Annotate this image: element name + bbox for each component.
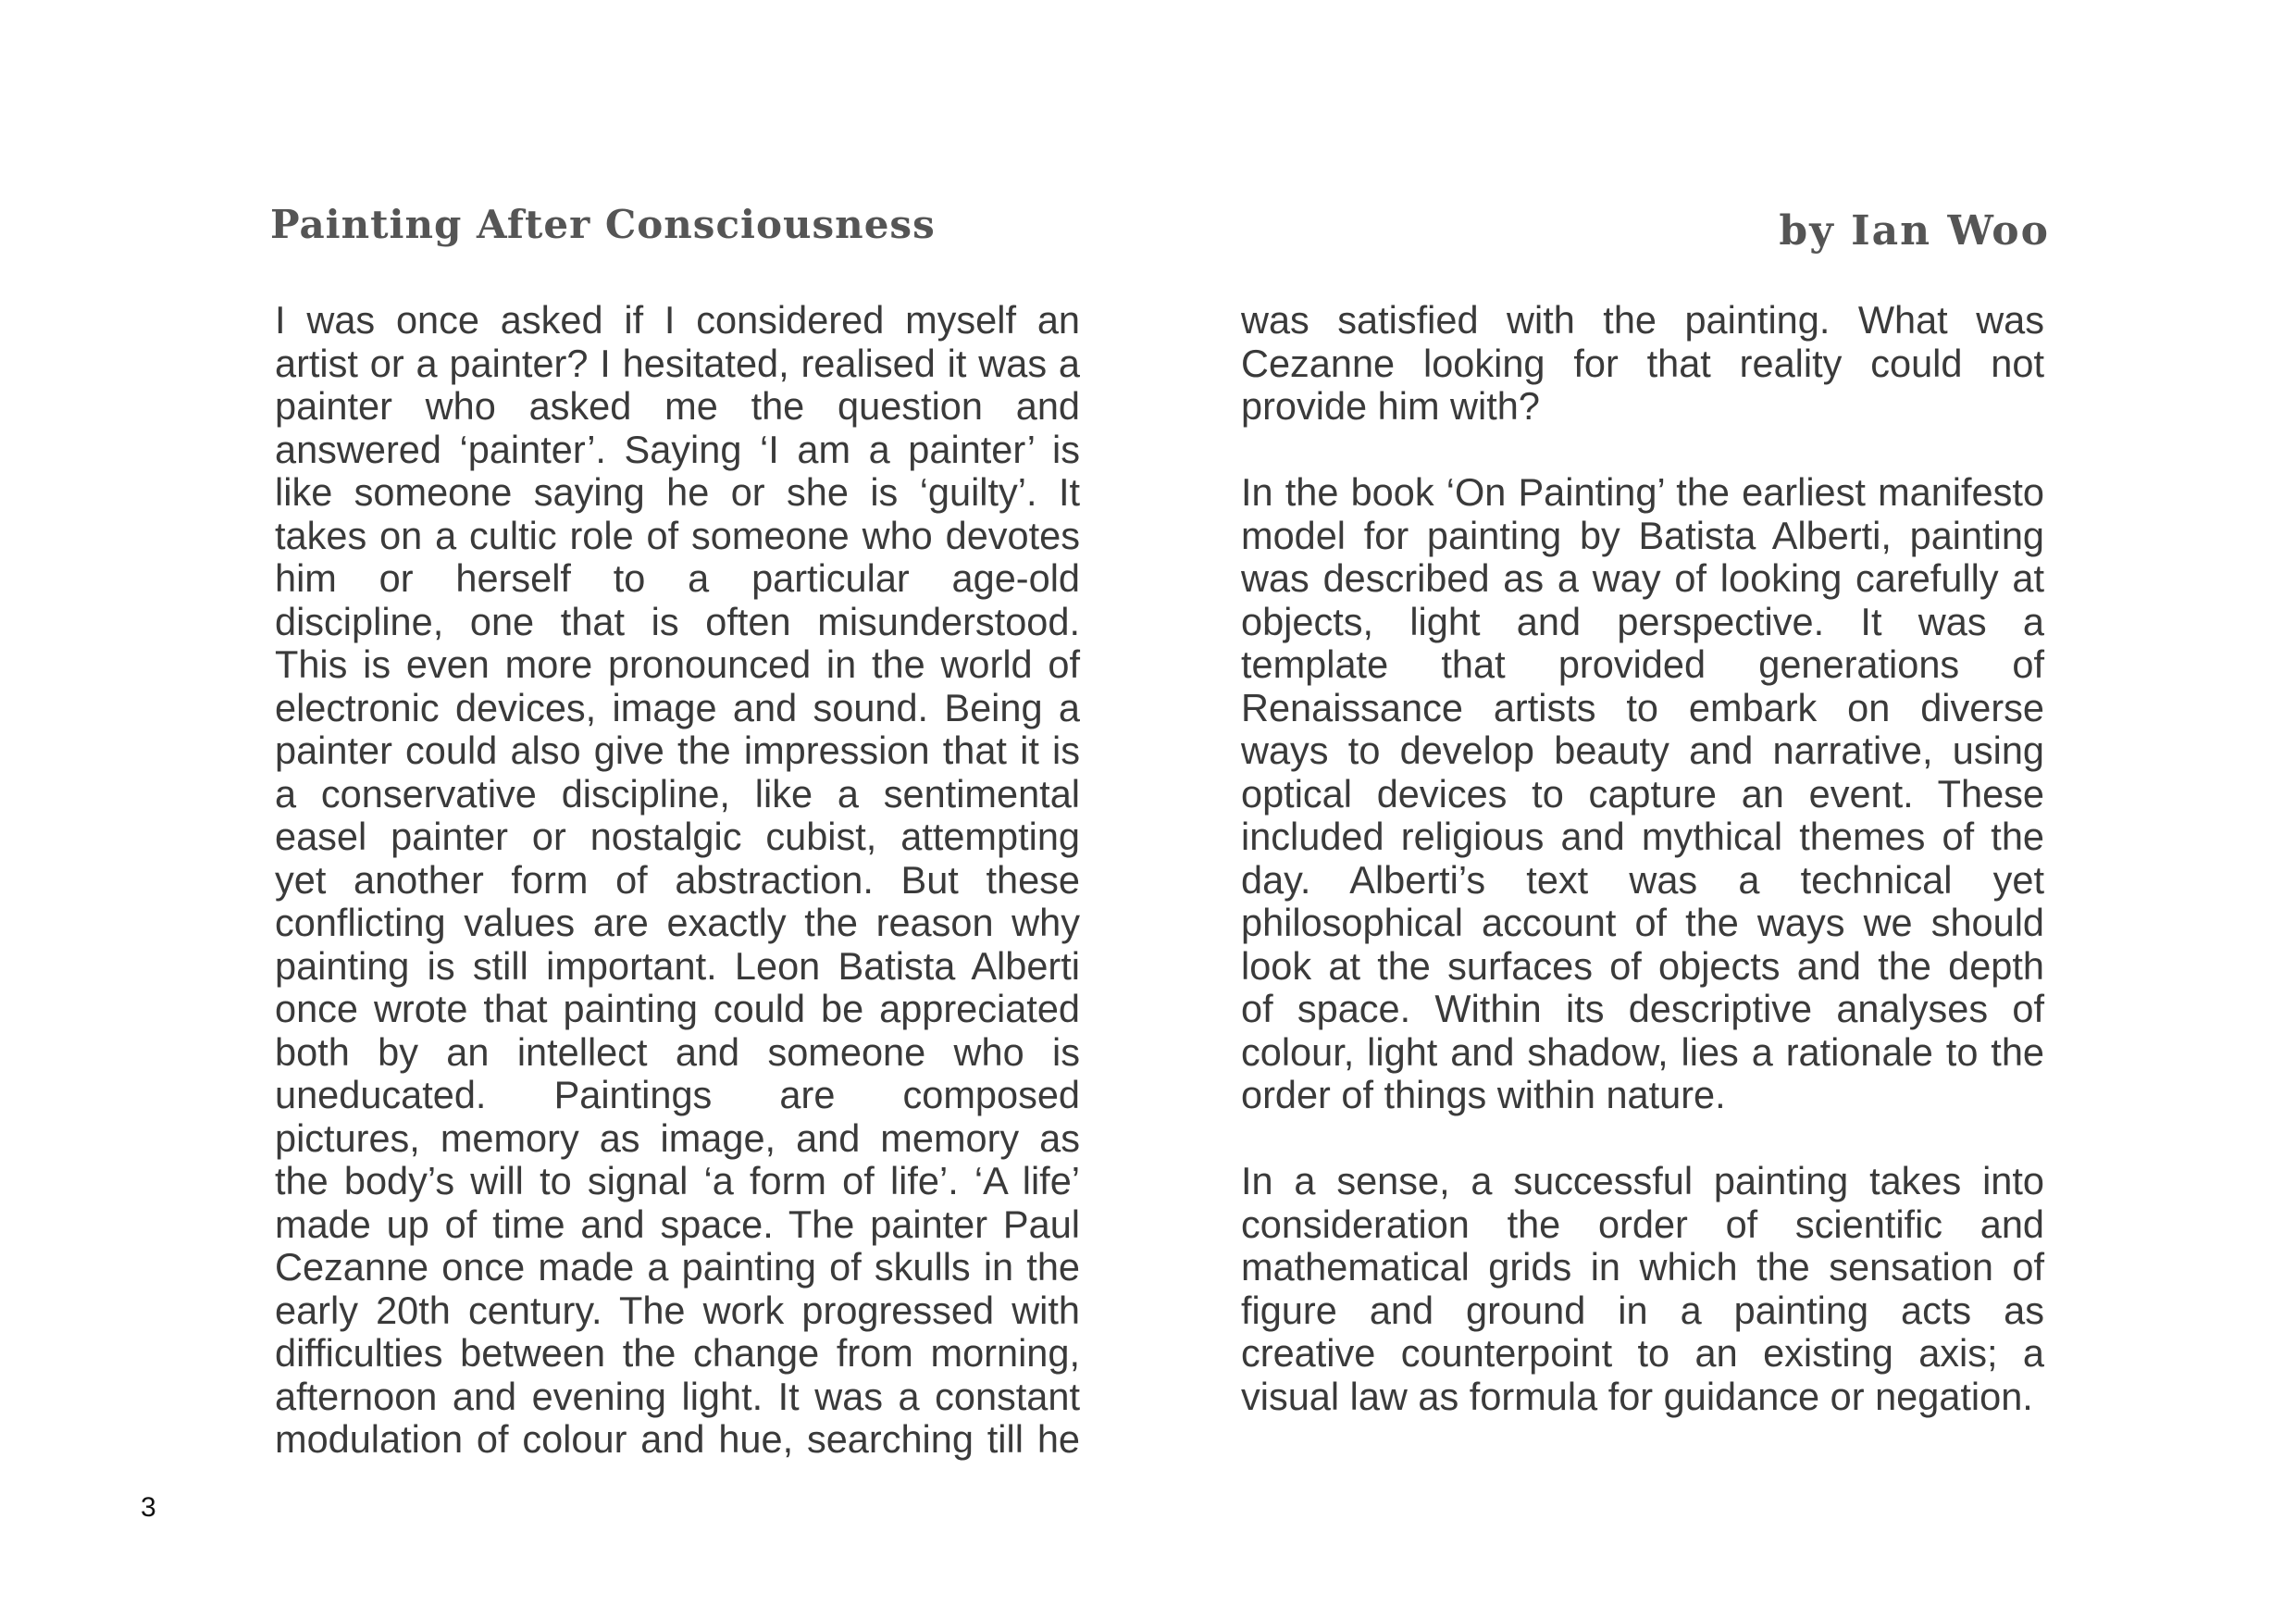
- text-line: of space. Within its descriptive analyses of: [1241, 987, 2044, 1030]
- text-line: philosophical account of the ways we should: [1241, 901, 2044, 944]
- text-line: difficulties between the change from morning,: [275, 1331, 1080, 1375]
- text-line: takes on a cultic role of someone who devotes: [275, 513, 1080, 557]
- paragraph-gap: [1241, 1117, 2044, 1161]
- text-line: once wrote that painting could be appreciated: [275, 987, 1080, 1030]
- text-line: included religious and mythical themes of the: [1241, 815, 2044, 858]
- text-line: Cezanne once made a painting of skulls in the: [275, 1245, 1080, 1289]
- text-line: order of things within nature.: [1241, 1073, 1726, 1116]
- text-line: was satisfied with the painting. What was: [1241, 298, 2044, 342]
- text-line: creative counterpoint to an existing axis; a: [1241, 1331, 2044, 1375]
- page-number: 3: [141, 1492, 156, 1523]
- text-line: modulation of colour and hue, searching till he: [275, 1417, 1080, 1461]
- text-line: discipline, one that is often misunderstood.: [275, 599, 1080, 643]
- text-line: easel painter or nostalgic cubist, attempting: [275, 815, 1080, 858]
- text-line: painting is still important. Leon Batista Alberti: [275, 943, 1080, 988]
- text-line: Cezanne looking for that reality could not: [1241, 341, 2044, 385]
- text-line: early 20th century. The work progressed with: [275, 1288, 1080, 1332]
- text-line: In the book ‘On Painting’ the earliest manifesto: [1241, 470, 2044, 514]
- right-text-column: [1241, 299, 2044, 1418]
- text-line: consideration the order of scientific and: [1241, 1202, 2044, 1246]
- text-line: This is even more pronounced in the world of: [275, 642, 1080, 686]
- text-line: Renaissance artists to embark on diverse: [1241, 685, 2044, 729]
- text-line: painter could also give the impression that it is: [275, 729, 1080, 772]
- text-line: pictures, memory as image, and memory as: [275, 1115, 1080, 1160]
- text-line: a conservative discipline, like a sentimental: [275, 771, 1080, 816]
- text-line: day. Alberti’s text was a technical yet: [1241, 857, 2044, 902]
- text-line: him or herself to a particular age-old: [275, 556, 1080, 600]
- text-line: optical devices to capture an event. These: [1241, 771, 2044, 816]
- text-line: colour, light and shadow, lies a rationale to the: [1241, 1029, 2044, 1074]
- text-line: both by an intellect and someone who is: [275, 1029, 1080, 1074]
- paragraph-gap: [1241, 429, 2044, 472]
- text-line: ways to develop beauty and narrative, using: [1241, 729, 2044, 772]
- text-line: objects, light and perspective. It was a: [1241, 599, 2044, 643]
- text-line: conflicting values are exactly the reason why: [275, 901, 1080, 944]
- text-line: uneducated. Paintings are composed: [275, 1073, 1080, 1116]
- text-line: like someone saying he or she is ‘guilty’. It: [275, 470, 1080, 514]
- text-line: painter who asked me the question and: [275, 384, 1080, 428]
- text-line: figure and ground in a painting acts as: [1241, 1288, 2044, 1332]
- text-line: look at the surfaces of objects and the depth: [1241, 943, 2044, 988]
- author-byline: by Ian Woo: [1779, 207, 2050, 255]
- text-line: was described as a way of looking carefully at: [1241, 556, 2044, 600]
- text-line: made up of time and space. The painter Paul: [275, 1202, 1080, 1246]
- text-line: provide him with?: [1241, 384, 1540, 428]
- article-title: Painting After Consciousness: [270, 202, 936, 247]
- text-line: answered ‘painter’. Saying ‘I am a painter’ is: [275, 427, 1080, 471]
- text-line: model for painting by Batista Alberti, painting: [1241, 513, 2044, 557]
- text-line: In a sense, a successful painting takes into: [1241, 1159, 2044, 1202]
- text-line: template that provided generations of: [1241, 642, 2044, 686]
- text-line: artist or a painter? I hesitated, realised it was a: [275, 341, 1080, 385]
- text-line: yet another form of abstraction. But these: [275, 857, 1080, 902]
- left-text-column: [275, 299, 1080, 1462]
- text-line: afternoon and evening light. It was a constant: [275, 1374, 1080, 1418]
- text-line: mathematical grids in which the sensation of: [1241, 1245, 2044, 1289]
- text-line: electronic devices, image and sound. Being a: [275, 685, 1080, 729]
- text-line: the body’s will to signal ‘a form of life’. ‘A life’: [275, 1159, 1080, 1202]
- text-line: visual law as formula for guidance or negation.: [1241, 1374, 2033, 1418]
- text-line: I was once asked if I considered myself an: [275, 298, 1080, 342]
